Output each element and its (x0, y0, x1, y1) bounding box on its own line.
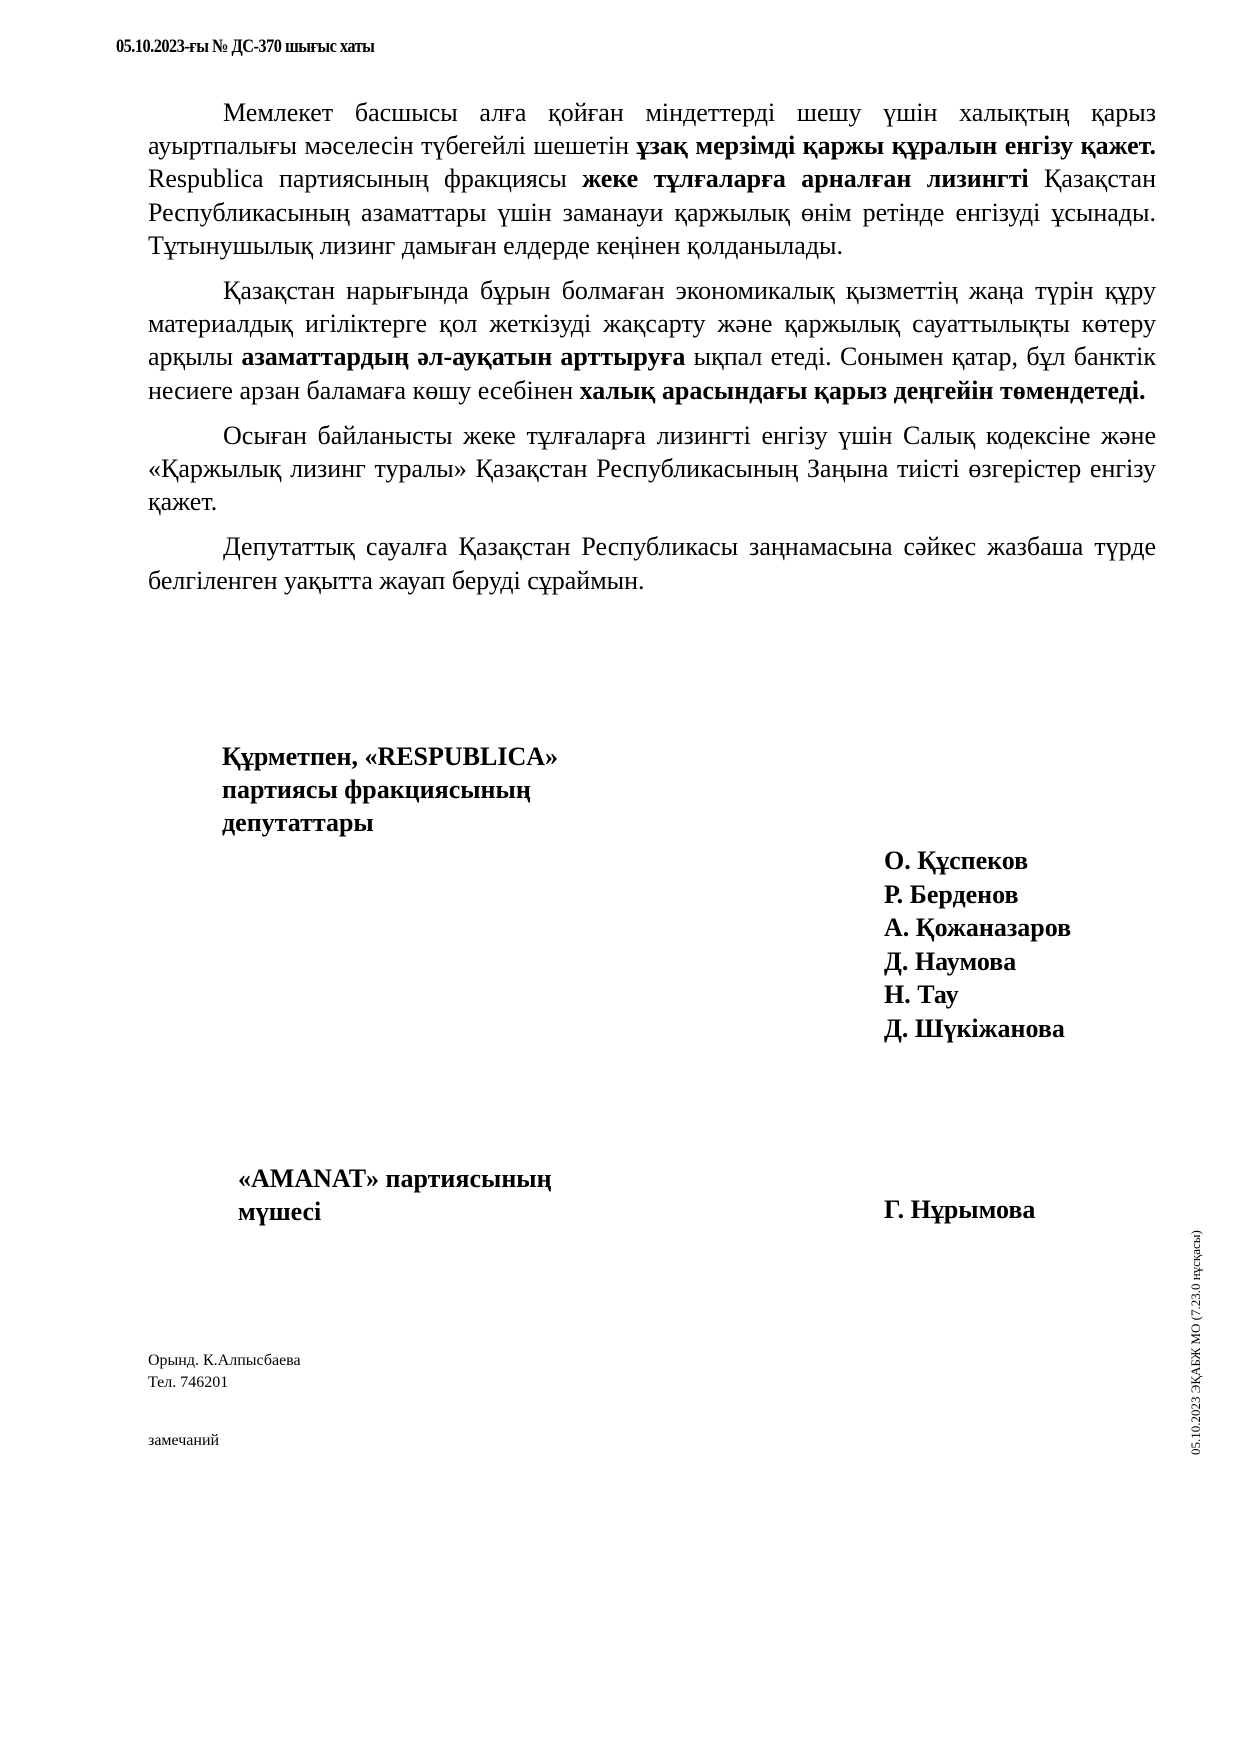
paragraph-text: Депутаттық сауалға Қазақстан Республикасы заңнамасына сәйкес жазбаша түрде белгіленген уақытта жауап беруді сұраймын. (148, 532, 1156, 595)
body-paragraph (148, 274, 1156, 407)
side-registration-stamp: 05.10.2023 ЭҚАБЖ МО (7.23.0 нұсқасы) (1188, 1230, 1203, 1455)
signatory-name: Р. Берденов (884, 879, 1019, 909)
paragraph-bold-text: азаматтардың әл-ауқатын арттыруға (241, 342, 686, 372)
closing-line: Құрметпен, «RESPUBLICA» (222, 742, 559, 771)
paragraph-text: Мемлекет басшысы алға қойған міндеттерді шешу үшін халықтың қарыз ауыртпалығы мәселесін түбегейлі шешетін (148, 98, 1156, 161)
paragraph-text: Осыған байланысты жеке тұлғаларға лизингті енгізу үшін Салық кодексіне және «Қаржылық лизинг туралы» Қазақстан Республикасының Заңына тиісті өзгерістер енгізу қажет. (148, 420, 1156, 517)
executor-name: Орынд. К.Алпысбаева (148, 1352, 301, 1369)
signatories-list (884, 844, 1071, 1046)
closing-block (222, 740, 558, 839)
member-line: «AMANAT» партиясының (238, 1164, 552, 1193)
paragraph-text: ықпал етеді. Сонымен қатар, бұл банктік несиеге арзан баламаға көшу есебінен (148, 342, 1156, 405)
executor-info (148, 1350, 301, 1394)
signatory-name: Н. Тау (884, 980, 959, 1010)
member-block (238, 1162, 552, 1228)
remarks-note: замечаний (148, 1432, 220, 1449)
signatory-name: Д. Наумова (884, 946, 1017, 976)
document-header: 05.10.2023-ғы № ДС-370 шығыс хаты (116, 36, 375, 57)
body-paragraph (148, 96, 1156, 262)
signatory-name: А. Қожаназаров (884, 913, 1072, 943)
letter-body (148, 96, 1156, 609)
closing-line: депутаттары (222, 808, 374, 837)
executor-phone: Тел. 746201 (148, 1374, 229, 1391)
member-line: мүшесі (238, 1197, 322, 1226)
paragraph-bold-text: халық арасындағы қарыз деңгейін төмендетеді. (579, 375, 1146, 405)
body-paragraph (148, 419, 1156, 519)
signatory-name: О. Құспеков (884, 846, 1029, 875)
paragraph-text: Қазақстан нарығында бұрын болмаған экономикалық қызметтің жаңа түрін құру материалдық игіліктерге қол жеткізуді жақсарту және қаржылық сауаттылықты көтеру арқылы (148, 276, 1156, 372)
body-paragraph (148, 530, 1156, 596)
member-signatory-name: Г. Нұрымова (884, 1195, 1036, 1224)
paragraph-text: Respublica партиясының фракциясы (148, 164, 583, 194)
paragraph-text: Қазақстан Республикасының азаматтары үшін заманауи қаржылық өнім ретінде енгізуді ұсынады. Тұтынушылық лизинг дамыған елдерде кеңінен қолданылады. (148, 164, 1156, 260)
closing-line: партиясы фракциясының (222, 775, 531, 804)
signatory-name: Д. Шүкіжанова (884, 1013, 1065, 1043)
paragraph-bold-text: ұзақ мерзімді қаржы құралын енгізу қажет. (636, 131, 1156, 161)
paragraph-bold-text: жеке тұлғаларға арналған лизингті (582, 164, 1029, 194)
